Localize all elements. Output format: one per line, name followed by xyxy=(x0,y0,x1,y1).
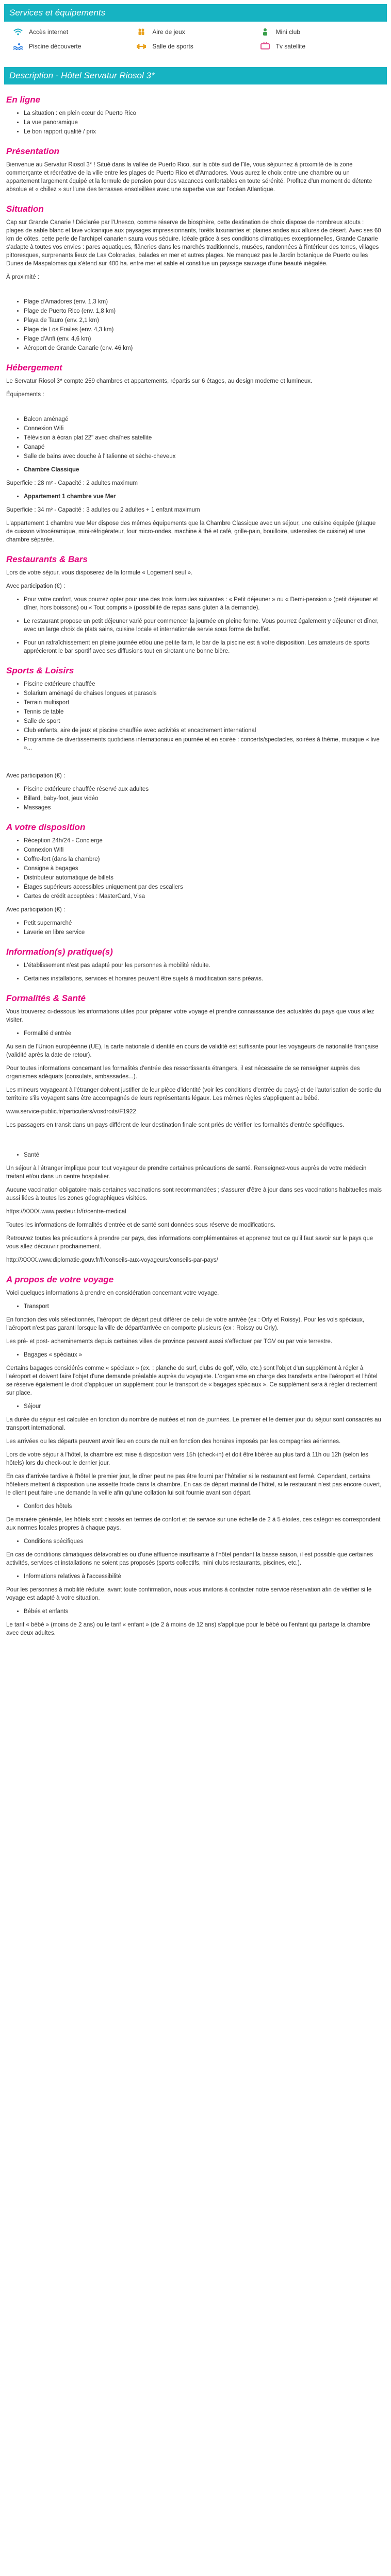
voyage-t2: Les pré- et post- acheminements depuis certaines villes de province peuvent aussi s'effectuer par TGV ou par voie terrestre. xyxy=(6,1338,333,1345)
en-ligne-list xyxy=(6,109,383,136)
voyage-c1: De manière générale, les hôtels sont classés en termes de confort et de service sur une échelle de 2 à 5 étoiles, ces catégories correspondent aux normes locales propres à chaque pays. xyxy=(6,1517,381,1531)
section-heading-pratiques: Information(s) pratique(s) xyxy=(6,947,113,957)
sports-extra-label: Avec participation (€) : xyxy=(6,773,66,779)
list-item: • Billard, baby-foot, jeux vidéo xyxy=(24,794,383,803)
list-item: • Pour votre confort, vous pourrez opter pour une des trois formules suivantes : « Petit déjeuner » ou « Demi-pension » (petit déjeuner et dîner, hors boissons) ou « Tout compris » (possibilité de repas sans gluten à la demande). xyxy=(24,596,383,612)
list-item: • Le restaurant propose un petit déjeuner varié pour commencer la journée en pleine forme. Vous pourrez également y déjeuner et dîner, avec un large choix de plats sains, cuisine locale et internationale servie sous forme de buffet. xyxy=(24,617,383,634)
voyage-e1: Le tarif « bébé » (moins de 2 ans) ou le tarif « enfant » (de 2 à moins de 12 ans) s'applique pour le bébé ou l'enfant qui partage la chambre avec deux adultes. xyxy=(6,1622,370,1636)
voyage-cl2: Pour les personnes à mobilité réduite, avant toute confirmation, nous vous invitons à contacter notre service réservation afin de vérifier si le voyage est adapté à votre situation. xyxy=(6,1587,372,1601)
amenity-internet xyxy=(11,28,135,36)
list-item: • Aéroport de Grande Canarie (env. 46 km) xyxy=(24,344,383,352)
services-banner: Services et équipements xyxy=(4,4,387,22)
description-banner: Description - Hôtel Servatur Riosol 3* xyxy=(4,67,387,84)
list-item: • Séjour xyxy=(24,1402,383,1411)
list-item: • Piscine extérieure chauffée xyxy=(24,680,383,688)
voyage-enfants-list xyxy=(6,1607,383,1616)
list-item: • Informations relatives à l'accessibilité xyxy=(24,1572,383,1581)
room-type-apartment: • Appartement 1 chambre vue Mer xyxy=(24,493,383,501)
list-item: • Tennis de table xyxy=(24,708,383,716)
section-heading-hebergement: Hébergement xyxy=(6,363,62,372)
list-item: • Cartes de crédit acceptées : MasterCard, Visa xyxy=(24,892,383,901)
formalites-text: Vous trouverez ci-dessous les informations utiles pour préparer votre voyage et prendre connaissance des actualités du pays que vous allez visiter. xyxy=(6,1009,374,1023)
equipements-label: Équipements : xyxy=(6,392,44,398)
voyage-s2: Les arrivées ou les départs peuvent avoir lieu en cours de nuit en fonction des horaires imposés par les compagnies aériennes. xyxy=(6,1438,341,1445)
section-heading-voyage: A propos de votre voyage xyxy=(6,1275,114,1284)
list-item: • Laverie en libre service xyxy=(24,928,383,937)
proximity-label: À proximité : xyxy=(6,274,39,280)
list-item: • Étages supérieurs accessibles uniquement par des escaliers xyxy=(24,883,383,891)
list-item: • Conditions spécifiques xyxy=(24,1537,383,1546)
formalites-p5: Un séjour à l'étranger implique pour tout voyageur de prendre certaines précautions de santé. Renseignez-vous auprès de votre médecin traitant et/ou dans un centre hospitalier. xyxy=(6,1165,367,1180)
formalites-p8: Retrouvez toutes les précautions à prendre par pays, des informations complémentaires et apprenez tout ce qu'il faut savoir sur le pays que vous allez découvrir prochainement. xyxy=(6,1235,373,1250)
amenity-label: Mini club xyxy=(275,28,301,36)
amenity-gym xyxy=(135,42,258,50)
formalites-p6: Aucune vaccination obligatoire mais certaines vaccinations sont recommandées ; s'assurer d'être à jour dans ses vaccinations habituelles mais aussi liées à toutes les zones géographiques visitées. xyxy=(6,1187,382,1201)
voyage-text: Voici quelques informations à prendre en considération concernant votre voyage. xyxy=(6,1290,219,1296)
voyage-b1: Certains bagages considérés comme « spéciaux » (ex. : planche de surf, clubs de golf, vélo, etc.) sont l'objet d'un supplément à régler à l'aéroport et doivent faire l'objet d'une demande préalable auprès du voyagiste. L'organisme en charge des transferts entre l'aéroport et l'hôtel se réserve également le droit d'appliquer un supplément pour le transport de « bagages spéciaux ». Ce supplément sera à régler directement sur place. xyxy=(6,1365,378,1396)
gym-icon xyxy=(135,42,148,50)
list-item: • Connexion Wifi xyxy=(24,425,383,433)
list-item: • Programme de divertissements quotidiens internationaux en journée et en soirée : concerts/spectacles, soirées à thème, musique « live »... xyxy=(24,736,383,752)
kids-club-icon xyxy=(258,28,272,36)
wifi-icon xyxy=(11,28,25,36)
proximity-list xyxy=(6,298,383,352)
list-item: • Bébés et enfants xyxy=(24,1607,383,1616)
voyage-s3: Lors de votre séjour à l'hôtel, la chambre est mise à disposition vers 15h (check-in) et doit être libérée au plus tard à 11h ou 12h (selon les hôtels) lors du check-out le dernier jour. xyxy=(6,1452,368,1466)
formalites-link-2[interactable]: https://XXXX.www.pasteur.fr/fr/centre-medical xyxy=(6,1209,126,1215)
room-type-classic: • Chambre Classique xyxy=(24,466,383,474)
restaurants-list xyxy=(6,596,383,655)
apartment-list xyxy=(6,493,383,501)
list-item: • Consigne à bagages xyxy=(24,865,383,873)
list-item: • Club enfants, aire de jeux et piscine chauffée avec activités et encadrement international xyxy=(24,726,383,735)
list-item: • Distributeur automatique de billets xyxy=(24,874,383,882)
list-item: • Pour un rafraîchissement en pleine journée et/ou une petite faim, le bar de la piscine est à votre disposition. Les amateurs de sports apprécieront le bar sportif avec ses diffusions tout en sirotant une bonne bière. xyxy=(24,639,383,655)
voyage-confort-list xyxy=(6,1502,383,1511)
pratiques-list xyxy=(6,961,383,983)
apartment-surface: Superficie : 34 m² - Capacité : 3 adultes ou 2 adultes + 1 enfant maximum xyxy=(6,507,200,513)
amenity-label: Tv satellite xyxy=(275,43,306,50)
amenity-label: Piscine découverte xyxy=(29,43,82,50)
list-item: • Santé xyxy=(24,1151,383,1159)
list-item: • Plage d'Amadores (env. 1,3 km) xyxy=(24,298,383,306)
section-heading-sports: Sports & Loisirs xyxy=(6,666,74,675)
list-item: • Confort des hôtels xyxy=(24,1502,383,1511)
formalites-p2: Pour toutes informations concernant les formalités d'entrée des ressortissants étrangers, il est nécessaire de se renseigner auprès des organismes adéquats (consulats, ambassades...). xyxy=(6,1065,360,1080)
voyage-bagages-list xyxy=(6,1351,383,1359)
pool-icon xyxy=(11,42,25,50)
voyage-sejour-list xyxy=(6,1402,383,1411)
sports-list xyxy=(6,680,383,752)
disposition-list xyxy=(6,837,383,901)
apartment-text: L'appartement 1 chambre vue Mer dispose des mêmes équipements que la Chambre Classique avec un séjour, une cuisine équipée (plaque de cuisson vitrocéramique, mini-réfrigérateur, four micro-ondes, machine à thé et café, grille-pain, bouilloire, ustensiles de cuisine) et une chambre séparée. xyxy=(6,520,376,543)
list-item: • Plage de Puerto Rico (env. 1,8 km) xyxy=(24,307,383,315)
amenity-playground xyxy=(135,28,258,36)
list-item: • Le bon rapport qualité / prix xyxy=(24,128,383,136)
list-item: • Formalité d'entrée xyxy=(24,1029,383,1038)
list-item: • Massages xyxy=(24,804,383,812)
playground-icon xyxy=(135,28,148,36)
list-item: • Coffre-fort (dans la chambre) xyxy=(24,855,383,863)
disposition-extra-label: Avec participation (€) : xyxy=(6,907,66,913)
amenities-grid xyxy=(4,22,387,57)
list-item: • L'établissement n'est pas adapté pour les personnes à mobilité réduite. xyxy=(24,961,383,970)
voyage-s4: En cas d'arrivée tardive à l'hôtel le premier jour, le dîner peut ne pas être fourni par l'hôtelier si le restaurant est fermé. Cependant, certains hôteliers mettent à disposition une assiette froide dans la chambre. En cas de départ matinal de l'hôtel, si le restaurant n'est pas encore ouvert, le client peut faire une demande la veille afin qu'une collation lui soit fournie avant son départ. xyxy=(6,1473,382,1496)
disposition-extra-list xyxy=(6,919,383,937)
list-item: • Certaines installations, services et horaires peuvent être sujets à modification sans préavis. xyxy=(24,975,383,983)
section-heading-presentation: Présentation xyxy=(6,146,59,156)
formalites-p7: Toutes les informations de formalités d'entrée et de santé sont données sous réserve de modifications. xyxy=(6,1222,275,1228)
presentation-text: Bienvenue au Servatur Riosol 3* ! Situé dans la vallée de Puerto Rico, sur la côte sud de l'île, vous séjournez à proximité de la zone commerçante et récréative de la ville entre les plages de Puerto Rico et d'Amadores. Vous aurez le choix entre une chambre ou un appartement largement équipé et la formule de pension pour des vacances confortables en toute sérénité. Profitez d'un moment de détente absolue et « chillez » sur l'une des terrasses ensoleillées avec une superbe vue sur l'océan Atlantique. xyxy=(6,162,372,193)
tv-icon xyxy=(258,42,272,50)
amenity-label: Salle de sports xyxy=(152,43,193,50)
voyage-transport-list xyxy=(6,1302,383,1311)
classic-room-list xyxy=(6,466,383,474)
amenity-tv xyxy=(258,42,382,50)
voyage-access-list xyxy=(6,1572,383,1581)
formalites-p4: Les passagers en transit dans un pays différent de leur destination finale sont priés de vérifier les formalités d'entrée spécifiques. xyxy=(6,1122,345,1128)
equipements-list xyxy=(6,415,383,461)
formalites-p1: Au sein de l'Union européenne (UE), la carte nationale d'identité en cours de validité est suffisante pour les voyageurs de nationalité française (validité après la date de retour). xyxy=(6,1044,379,1058)
amenity-label: Aire de jeux xyxy=(152,28,185,36)
formalites-link-3[interactable]: http://XXXX.www.diplomatie.gouv.fr/fr/conseils-aux-voyageurs/conseils-par-pays/ xyxy=(6,1257,218,1263)
formalites-identity-list xyxy=(6,1029,383,1038)
restaurants-extra-label: Avec participation (€) : xyxy=(6,583,66,589)
list-item: • Balcon aménagé xyxy=(24,415,383,423)
list-item: • Salle de bains avec douche à l'italienne et sèche-cheveux xyxy=(24,452,383,461)
situation-text: Cap sur Grande Canarie ! Déclarée par l'Unesco, comme réserve de biosphère, cette destination de choix dispose de nombreux atouts : plages de sable blanc et lave volcanique aux paysages impressionnants, forêts luxuriantes et plaines arides aux allures de désert. Avec ses 60 km de côtes, cette perle de l'archipel canarien saura vous séduire. Idéale grâce à ses conditions climatiques exceptionnelles, Grande Canarie s'adapte à toutes vos envies : parcs aquatiques, flâneries dans les marchés traditionnels, musées, randonnées à l'intérieur des terres, villages pittoresques, surprenants lieux de Las Coloradas, balades en mer et autres plages. Ne manquez pas le Jardin botanique de Puerto ou les Dunes de Maspalomas qui s'étend sur 400 ha. entre mer et sable et constitue un paysage sauvage d'une beauté inégalée. xyxy=(6,219,381,267)
list-item: • Transport xyxy=(24,1302,383,1311)
amenity-label: Accès internet xyxy=(29,28,69,36)
list-item: • Terrain multisport xyxy=(24,699,383,707)
list-item: • Plage de Los Frailes (env. 4,3 km) xyxy=(24,326,383,334)
section-heading-en-ligne: En ligne xyxy=(6,95,41,105)
voyage-t1: En fonction des vols sélectionnés, l'aéroport de départ peut différer de celui de votre arrivée (ex : Orly et Roissy). Pour les vols spéciaux, l'aéroport n'est pas garanti lorsque la ville de départ/arrivée en comporte plusieurs (ex : Roissy ou Orly). xyxy=(6,1317,365,1331)
list-item: • Télévision à écran plat 22" avec chaînes satellite xyxy=(24,434,383,442)
list-item: • Bagages « spéciaux » xyxy=(24,1351,383,1359)
list-item: • Petit supermarché xyxy=(24,919,383,927)
list-item: • La vue panoramique xyxy=(24,118,383,127)
list-item: • Réception 24h/24 - Concierge xyxy=(24,837,383,845)
section-heading-disposition: A votre disposition xyxy=(6,822,86,832)
voyage-cl1: En cas de conditions climatiques défavorables ou d'une affluence insuffisante à l'hôtel pendant la basse saison, il est possible que certaines activités, services et installations ne soient pas proposés (sports collectifs, mini clubs restaurants, piscines, etc.). xyxy=(6,1552,373,1566)
formalites-p3: Les mineurs voyageant à l'étranger doivent justifier de leur pièce d'identité (voir les conditions d'entrée du pays) et de l'autorisation de sortie du territoire s'ils voyagent sans être accompagnés de leurs représentants légaux. Les mêmes règles s'appliquent au bébé. xyxy=(6,1087,381,1101)
section-heading-formalites: Formalités & Santé xyxy=(6,993,86,1003)
formalites-health-list xyxy=(6,1151,383,1159)
hebergement-text: Le Servatur Riosol 3* compte 259 chambres et appartements, répartis sur 6 étages, au design moderne et lumineux. xyxy=(6,378,313,384)
classic-surface: Superficie : 28 m² - Capacité : 2 adultes maximum xyxy=(6,480,138,486)
formalites-link-1[interactable]: www.service-public.fr/particuliers/vosdroits/F1922 xyxy=(6,1109,136,1115)
description-content xyxy=(0,96,391,1637)
list-item: • Canapé xyxy=(24,443,383,451)
list-item: • Salle de sport xyxy=(24,717,383,725)
list-item: • Piscine extérieure chauffée réservé aux adultes xyxy=(24,785,383,793)
list-item: • Plage d'Anfi (env. 4,6 km) xyxy=(24,335,383,343)
section-heading-restaurants: Restaurants & Bars xyxy=(6,554,88,564)
list-item: • La situation : en plein cœur de Puerto Rico xyxy=(24,109,383,117)
list-item: • Solarium aménagé de chaises longues et parasols xyxy=(24,689,383,698)
restaurants-text: Lors de votre séjour, vous disposerez de la formule « Logement seul ». xyxy=(6,570,193,576)
sports-extra-list xyxy=(6,785,383,812)
list-item: • Connexion Wifi xyxy=(24,846,383,854)
amenity-mini-club xyxy=(258,28,382,36)
voyage-s1: La durée du séjour est calculée en fonction du nombre de nuitées et non de journées. Le premier et le dernier jour du séjour sont consacrés au transport international. xyxy=(6,1417,381,1431)
list-item: • Playa de Tauro (env. 2,1 km) xyxy=(24,316,383,325)
section-heading-situation: Situation xyxy=(6,204,44,214)
amenity-pool xyxy=(11,42,135,50)
voyage-climat-list xyxy=(6,1537,383,1546)
